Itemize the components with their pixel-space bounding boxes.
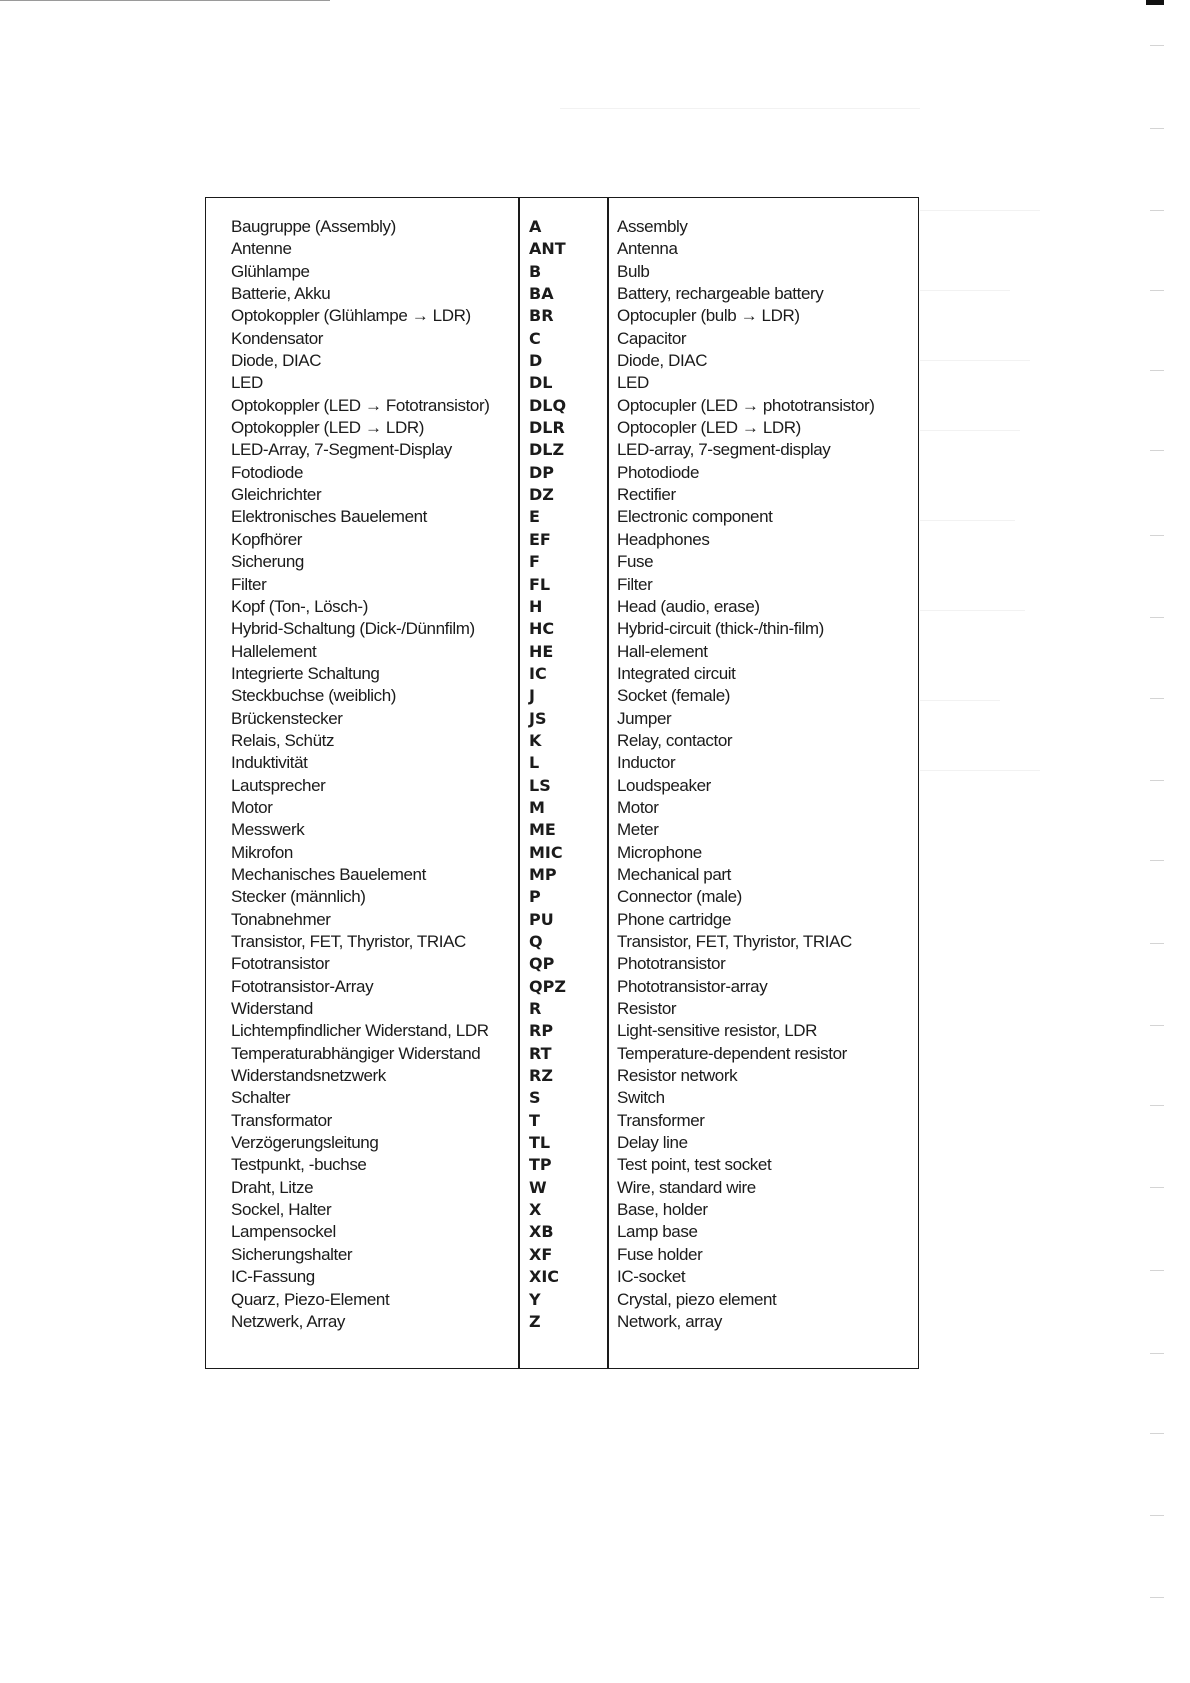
german-term: Induktivität — [231, 753, 308, 773]
english-term: LED — [617, 373, 649, 393]
reference-code: W — [529, 1177, 547, 1197]
german-term: Sockel, Halter — [231, 1200, 332, 1220]
german-term: Optokoppler (LED → Fototransistor) — [231, 395, 490, 415]
reference-code: HE — [529, 641, 554, 661]
column-divider — [518, 198, 520, 1368]
german-term: Fototransistor-Array — [231, 976, 374, 996]
show-through-line — [920, 360, 1030, 361]
reference-code: T — [529, 1110, 540, 1130]
english-term: Optocupler (LED → phototransistor) — [617, 395, 875, 415]
reference-code: MIC — [529, 842, 563, 862]
english-term: Assembly — [617, 217, 688, 236]
reference-code: D — [529, 351, 543, 371]
reference-code: JS — [529, 708, 547, 728]
english-term: Bulb — [617, 261, 650, 281]
german-term: Fototransistor — [231, 954, 330, 974]
english-term: Socket (female) — [617, 686, 731, 706]
reference-code: S — [529, 1088, 541, 1108]
reference-code: A — [529, 217, 542, 236]
edge-tick — [1150, 943, 1164, 944]
reference-code: EF — [529, 529, 551, 549]
show-through-line — [920, 610, 1025, 611]
show-through-line — [920, 430, 1020, 431]
english-term: Battery, rechargeable battery — [617, 284, 824, 304]
reference-code: XF — [529, 1244, 553, 1264]
reference-code: DZ — [529, 485, 554, 505]
german-term: Netzwerk, Array — [231, 1311, 345, 1331]
german-term: Quarz, Piezo-Element — [231, 1289, 390, 1309]
english-term: LED-array, 7-segment-display — [617, 440, 831, 460]
show-through-line — [920, 210, 1040, 211]
english-term: Mechanical part — [617, 864, 732, 884]
english-term: Resistor — [617, 999, 677, 1019]
reference-code: DLQ — [529, 395, 567, 415]
german-term: Relais, Schütz — [231, 730, 335, 750]
english-term: Motor — [617, 797, 659, 817]
reference-code: DLR — [529, 418, 565, 438]
english-term: Temperature-dependent resistor — [617, 1043, 847, 1063]
edge-tick — [1150, 1187, 1164, 1188]
english-term: Light-sensitive resistor, LDR — [617, 1021, 818, 1041]
german-term: Integrierte Schaltung — [231, 663, 380, 683]
show-through-line — [560, 108, 920, 109]
english-term: Headphones — [617, 529, 710, 549]
english-term: IC-socket — [617, 1267, 686, 1287]
reference-code: Q — [529, 932, 543, 951]
german-term: Stecker (männlich) — [231, 887, 366, 907]
english-term: Base, holder — [617, 1200, 708, 1220]
reference-code: ANT — [529, 239, 566, 259]
reference-code: B — [529, 261, 542, 281]
german-term: Sicherungshalter — [231, 1244, 353, 1264]
english-term: Delay line — [617, 1133, 688, 1153]
edge-tick — [1150, 1433, 1164, 1434]
english-term: Transistor, FET, Thyristor, TRIAC — [617, 932, 852, 951]
german-term: Baugruppe (Assembly) — [231, 217, 396, 236]
english-term: Electronic component — [617, 507, 773, 527]
german-term: Tonabnehmer — [231, 909, 331, 929]
corner-mark — [1146, 0, 1164, 5]
reference-code: BA — [529, 284, 554, 304]
german-term: Optokoppler (Glühlampe → LDR) — [231, 306, 471, 326]
english-term: Hall-element — [617, 641, 708, 661]
reference-code: H — [529, 596, 543, 616]
english-terms-column — [617, 216, 917, 1333]
reference-code: QP — [529, 954, 555, 974]
english-term: Diode, DIAC — [617, 351, 708, 371]
reference-code: FL — [529, 574, 551, 594]
reference-code: ME — [529, 820, 556, 840]
english-term: Capacitor — [617, 328, 687, 348]
german-term: Schalter — [231, 1088, 291, 1108]
reference-code: IC — [529, 663, 547, 683]
german-term: Hallelement — [231, 641, 317, 661]
reference-code: L — [529, 753, 540, 773]
english-term: Network, array — [617, 1311, 722, 1331]
german-term: Messwerk — [231, 820, 305, 840]
german-term: Gleichrichter — [231, 485, 322, 505]
reference-code: DL — [529, 373, 553, 393]
german-term: Transistor, FET, Thyristor, TRIAC — [231, 932, 466, 951]
english-term: Connector (male) — [617, 887, 742, 907]
english-term: Loudspeaker — [617, 775, 711, 795]
reference-code: DP — [529, 462, 555, 482]
english-term: Photodiode — [617, 462, 700, 482]
english-term: Phototransistor — [617, 954, 726, 974]
english-term: Crystal, piezo element — [617, 1289, 777, 1309]
edge-tick — [1150, 780, 1164, 781]
edge-tick — [1150, 1025, 1164, 1026]
english-term: Fuse holder — [617, 1244, 703, 1264]
reference-code: K — [529, 730, 542, 750]
english-term: Switch — [617, 1088, 665, 1108]
english-term: Transformer — [617, 1110, 705, 1130]
english-term: Microphone — [617, 842, 702, 862]
reference-code: E — [529, 507, 540, 527]
english-term: Antenna — [617, 239, 678, 259]
designation-table — [205, 197, 919, 1369]
edge-tick — [1150, 1105, 1164, 1106]
page-top-rule — [0, 0, 330, 1]
german-term: LED — [231, 373, 263, 393]
german-term: Diode, DIAC — [231, 351, 322, 371]
edge-tick — [1150, 1597, 1164, 1598]
english-term: Meter — [617, 820, 659, 840]
edge-tick — [1150, 45, 1164, 46]
edge-tick — [1150, 698, 1164, 699]
show-through-line — [920, 290, 1010, 291]
reference-code: TL — [529, 1133, 551, 1153]
english-term: Fuse — [617, 552, 654, 572]
german-term: Glühlampe — [231, 261, 310, 281]
english-term: Lamp base — [617, 1222, 698, 1242]
german-term: Elektronisches Bauelement — [231, 507, 428, 527]
german-term: Batterie, Akku — [231, 284, 331, 304]
german-terms-column — [231, 216, 513, 1333]
reference-code: XIC — [529, 1267, 560, 1287]
english-term: Optocopler (LED → LDR) — [617, 418, 801, 438]
english-term: Relay, contactor — [617, 730, 733, 750]
german-term: Widerstandsnetzwerk — [231, 1066, 386, 1086]
show-through-line — [920, 770, 1040, 771]
german-term: Mikrofon — [231, 842, 293, 862]
english-term: Integrated circuit — [617, 663, 736, 683]
reference-code: J — [529, 686, 535, 706]
reference-code: MP — [529, 864, 557, 884]
english-term: Phototransistor-array — [617, 976, 768, 996]
german-term: Antenne — [231, 239, 292, 259]
show-through-line — [920, 700, 1000, 701]
german-term: Transformator — [231, 1110, 332, 1130]
german-term: Fotodiode — [231, 462, 304, 482]
edge-tick — [1150, 535, 1164, 536]
german-term: Hybrid-Schaltung (Dick-/Dünnfilm) — [231, 619, 475, 639]
reference-code: R — [529, 999, 542, 1019]
german-term: IC-Fassung — [231, 1267, 315, 1287]
reference-code: QPZ — [529, 976, 566, 996]
german-term: Sicherung — [231, 552, 304, 572]
reference-code: PU — [529, 909, 554, 929]
edge-tick — [1150, 1270, 1164, 1271]
column-divider — [607, 198, 609, 1368]
reference-code: BR — [529, 306, 554, 326]
german-term: Widerstand — [231, 999, 313, 1019]
reference-code: Z — [529, 1311, 541, 1331]
german-term: Kondensator — [231, 328, 324, 348]
reference-code: LS — [529, 775, 551, 795]
german-term: Mechanisches Bauelement — [231, 864, 426, 884]
english-term: Hybrid-circuit (thick-/thin-film) — [617, 619, 824, 639]
edge-tick — [1150, 290, 1164, 291]
edge-tick — [1150, 128, 1164, 129]
german-term: Lichtempfindlicher Widerstand, LDR — [231, 1021, 489, 1041]
edge-tick — [1150, 370, 1164, 371]
reference-code: C — [529, 328, 541, 348]
english-term: Rectifier — [617, 485, 676, 505]
reference-code: DLZ — [529, 440, 565, 460]
reference-code: Y — [529, 1289, 541, 1309]
code-column — [529, 216, 603, 1333]
reference-code: HC — [529, 619, 555, 639]
german-term: Lampensockel — [231, 1222, 336, 1242]
reference-code: RP — [529, 1021, 554, 1041]
german-term: Brückenstecker — [231, 708, 343, 728]
english-term: Optocupler (bulb → LDR) — [617, 306, 800, 326]
german-term: Motor — [231, 797, 273, 817]
reference-code: M — [529, 797, 545, 817]
edge-tick — [1150, 450, 1164, 451]
english-term: Jumper — [617, 708, 672, 728]
english-term: Filter — [617, 574, 653, 594]
german-term: Optokoppler (LED → LDR) — [231, 418, 424, 438]
german-term: Lautsprecher — [231, 775, 326, 795]
german-term: Testpunkt, -buchse — [231, 1155, 367, 1175]
reference-code: F — [529, 552, 540, 572]
reference-code: XB — [529, 1222, 554, 1242]
edge-tick — [1150, 617, 1164, 618]
german-term: Temperaturabhängiger Widerstand — [231, 1043, 481, 1063]
show-through-line — [920, 520, 1015, 521]
german-term: Kopfhörer — [231, 529, 303, 549]
reference-code: X — [529, 1200, 542, 1220]
reference-code: P — [529, 887, 541, 907]
english-term: Resistor network — [617, 1066, 738, 1086]
german-term: LED-Array, 7-Segment-Display — [231, 440, 452, 460]
english-term: Inductor — [617, 753, 676, 773]
reference-code: TP — [529, 1155, 552, 1175]
german-term: Steckbuchse (weiblich) — [231, 686, 397, 706]
german-term: Draht, Litze — [231, 1177, 314, 1197]
reference-code: RZ — [529, 1066, 553, 1086]
german-term: Filter — [231, 574, 267, 594]
edge-tick — [1150, 1515, 1164, 1516]
english-term: Wire, standard wire — [617, 1177, 756, 1197]
edge-tick — [1150, 210, 1164, 211]
reference-code: RT — [529, 1043, 552, 1063]
edge-tick — [1150, 1353, 1164, 1354]
english-term: Phone cartridge — [617, 909, 732, 929]
german-term: Verzögerungsleitung — [231, 1133, 379, 1153]
edge-tick — [1150, 860, 1164, 861]
english-term: Test point, test socket — [617, 1155, 772, 1175]
english-term: Head (audio, erase) — [617, 596, 760, 616]
german-term: Kopf (Ton-, Lösch-) — [231, 596, 368, 616]
